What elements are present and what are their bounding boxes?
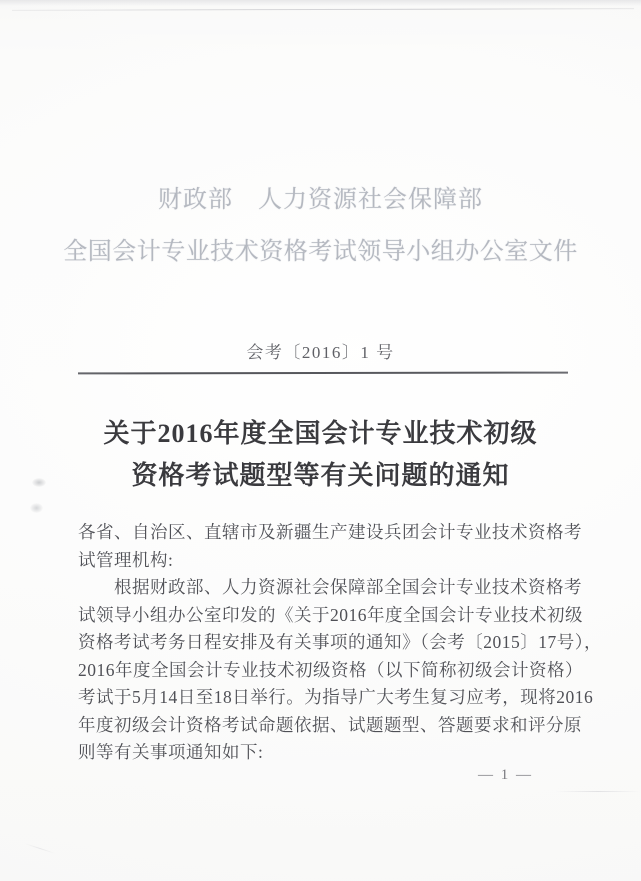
body-line: 考试于5月14日至18日举行。为指导广大考生复习应考，现将2016: [78, 687, 594, 707]
scan-artifact-curl: [25, 843, 56, 854]
document-title: [0, 413, 641, 497]
letterhead-divider: [78, 372, 568, 375]
scan-artifact-streak: [556, 791, 640, 792]
body-line: 试管理机构:: [78, 549, 174, 570]
body-line: 试领导小组办公室印发的《关于2016年度全国会计专业技术初级: [78, 604, 583, 625]
document-number: 会考〔2016〕1 号: [246, 343, 395, 362]
hole-punch-mark: [30, 503, 43, 513]
letterhead-line-2: 全国会计专业技术资格考试领导小组办公室文件: [63, 239, 578, 265]
document-title-line-1: 关于2016年度全国会计专业技术初级: [103, 419, 538, 448]
scan-artifact-top-edge-line: [12, 8, 634, 11]
body-line: 2016年度全国会计专业技术初级资格（以下简称初级会计资格）: [78, 659, 583, 680]
document-body: [78, 519, 602, 767]
document-title-line-2: 资格考试题型等有关问题的通知: [131, 461, 510, 490]
scan-artifact-top-shadow: [0, 0, 641, 6]
body-line: 则等有关事项通知如下:: [78, 742, 264, 762]
page-number: — 1 —: [478, 767, 533, 783]
letterhead-line-1: 财政部 人力资源社会保障部: [158, 187, 483, 213]
body-line: 资格考试考务日程安排及有关事项的通知》（会考〔2015〕17号），: [78, 632, 602, 652]
body-line: 各省、自治区、直辖市及新疆生产建设兵团会计专业技术资格考: [78, 522, 582, 542]
body-line: 年度初级会计资格考试命题依据、试题题型、答题要求和评分原: [78, 714, 582, 735]
letterhead: [0, 184, 641, 268]
body-line: 根据财政部、人力资源社会保障部全国会计专业技术资格考: [114, 577, 582, 597]
